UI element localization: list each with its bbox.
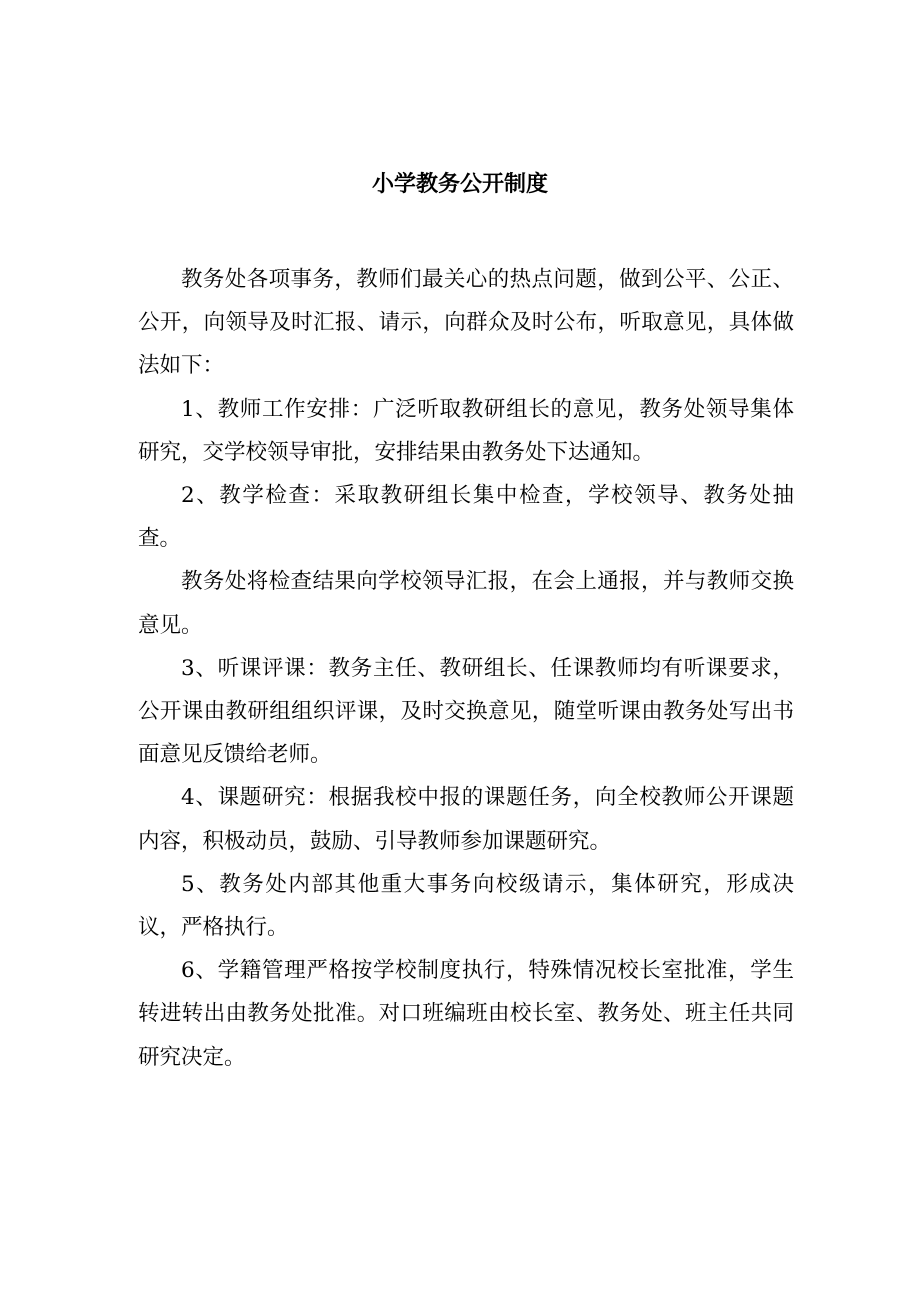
paragraph-intro: 教务处各项事务，教师们最关心的热点问题，做到公平、公正、公开，向领导及时汇报、请示，向群众及时公布，听取意见，具体做法如下： <box>138 267 794 379</box>
paragraph-item-5: 5、教务处内部其他重大事务向校级请示，集体研究，形成决议，严格执行。 <box>138 871 794 941</box>
paragraph-item-6: 6、学籍管理严格按学校制度执行，特殊情况校长室批准，学生转进转出由教务处批准。对口班编班由校长室、教务处、班主任共同研究决定。 <box>138 958 794 1070</box>
document-body <box>138 258 794 1079</box>
paragraph-item-4: 4、课题研究：根据我校中报的课题任务，向全校教师公开课题内容，积极动员，鼓励、引导教师参加课题研究。 <box>138 785 794 854</box>
paragraph-item-1: 1、教师工作安排：广泛听取教研组长的意见，教务处领导集体研究，交学校领导审批，安排结果由教务处下达通知。 <box>138 396 794 465</box>
paragraph-item-3: 3、听课评课：教务主任、教研组长、任课教师均有听课要求，公开课由教研组组织评课，及时交换意见，随堂听课由教务处写出书面意见反馈给老师。 <box>138 655 794 768</box>
paragraph-item-2: 2、教学检查：采取教研组长集中检查，学校领导、教务处抽查。 <box>138 483 794 552</box>
document-title: 小学教务公开制度 <box>371 172 548 197</box>
paragraph-item-2-followup: 教务处将检查结果向学校领导汇报，在会上通报，并与教师交换意见。 <box>138 569 794 638</box>
